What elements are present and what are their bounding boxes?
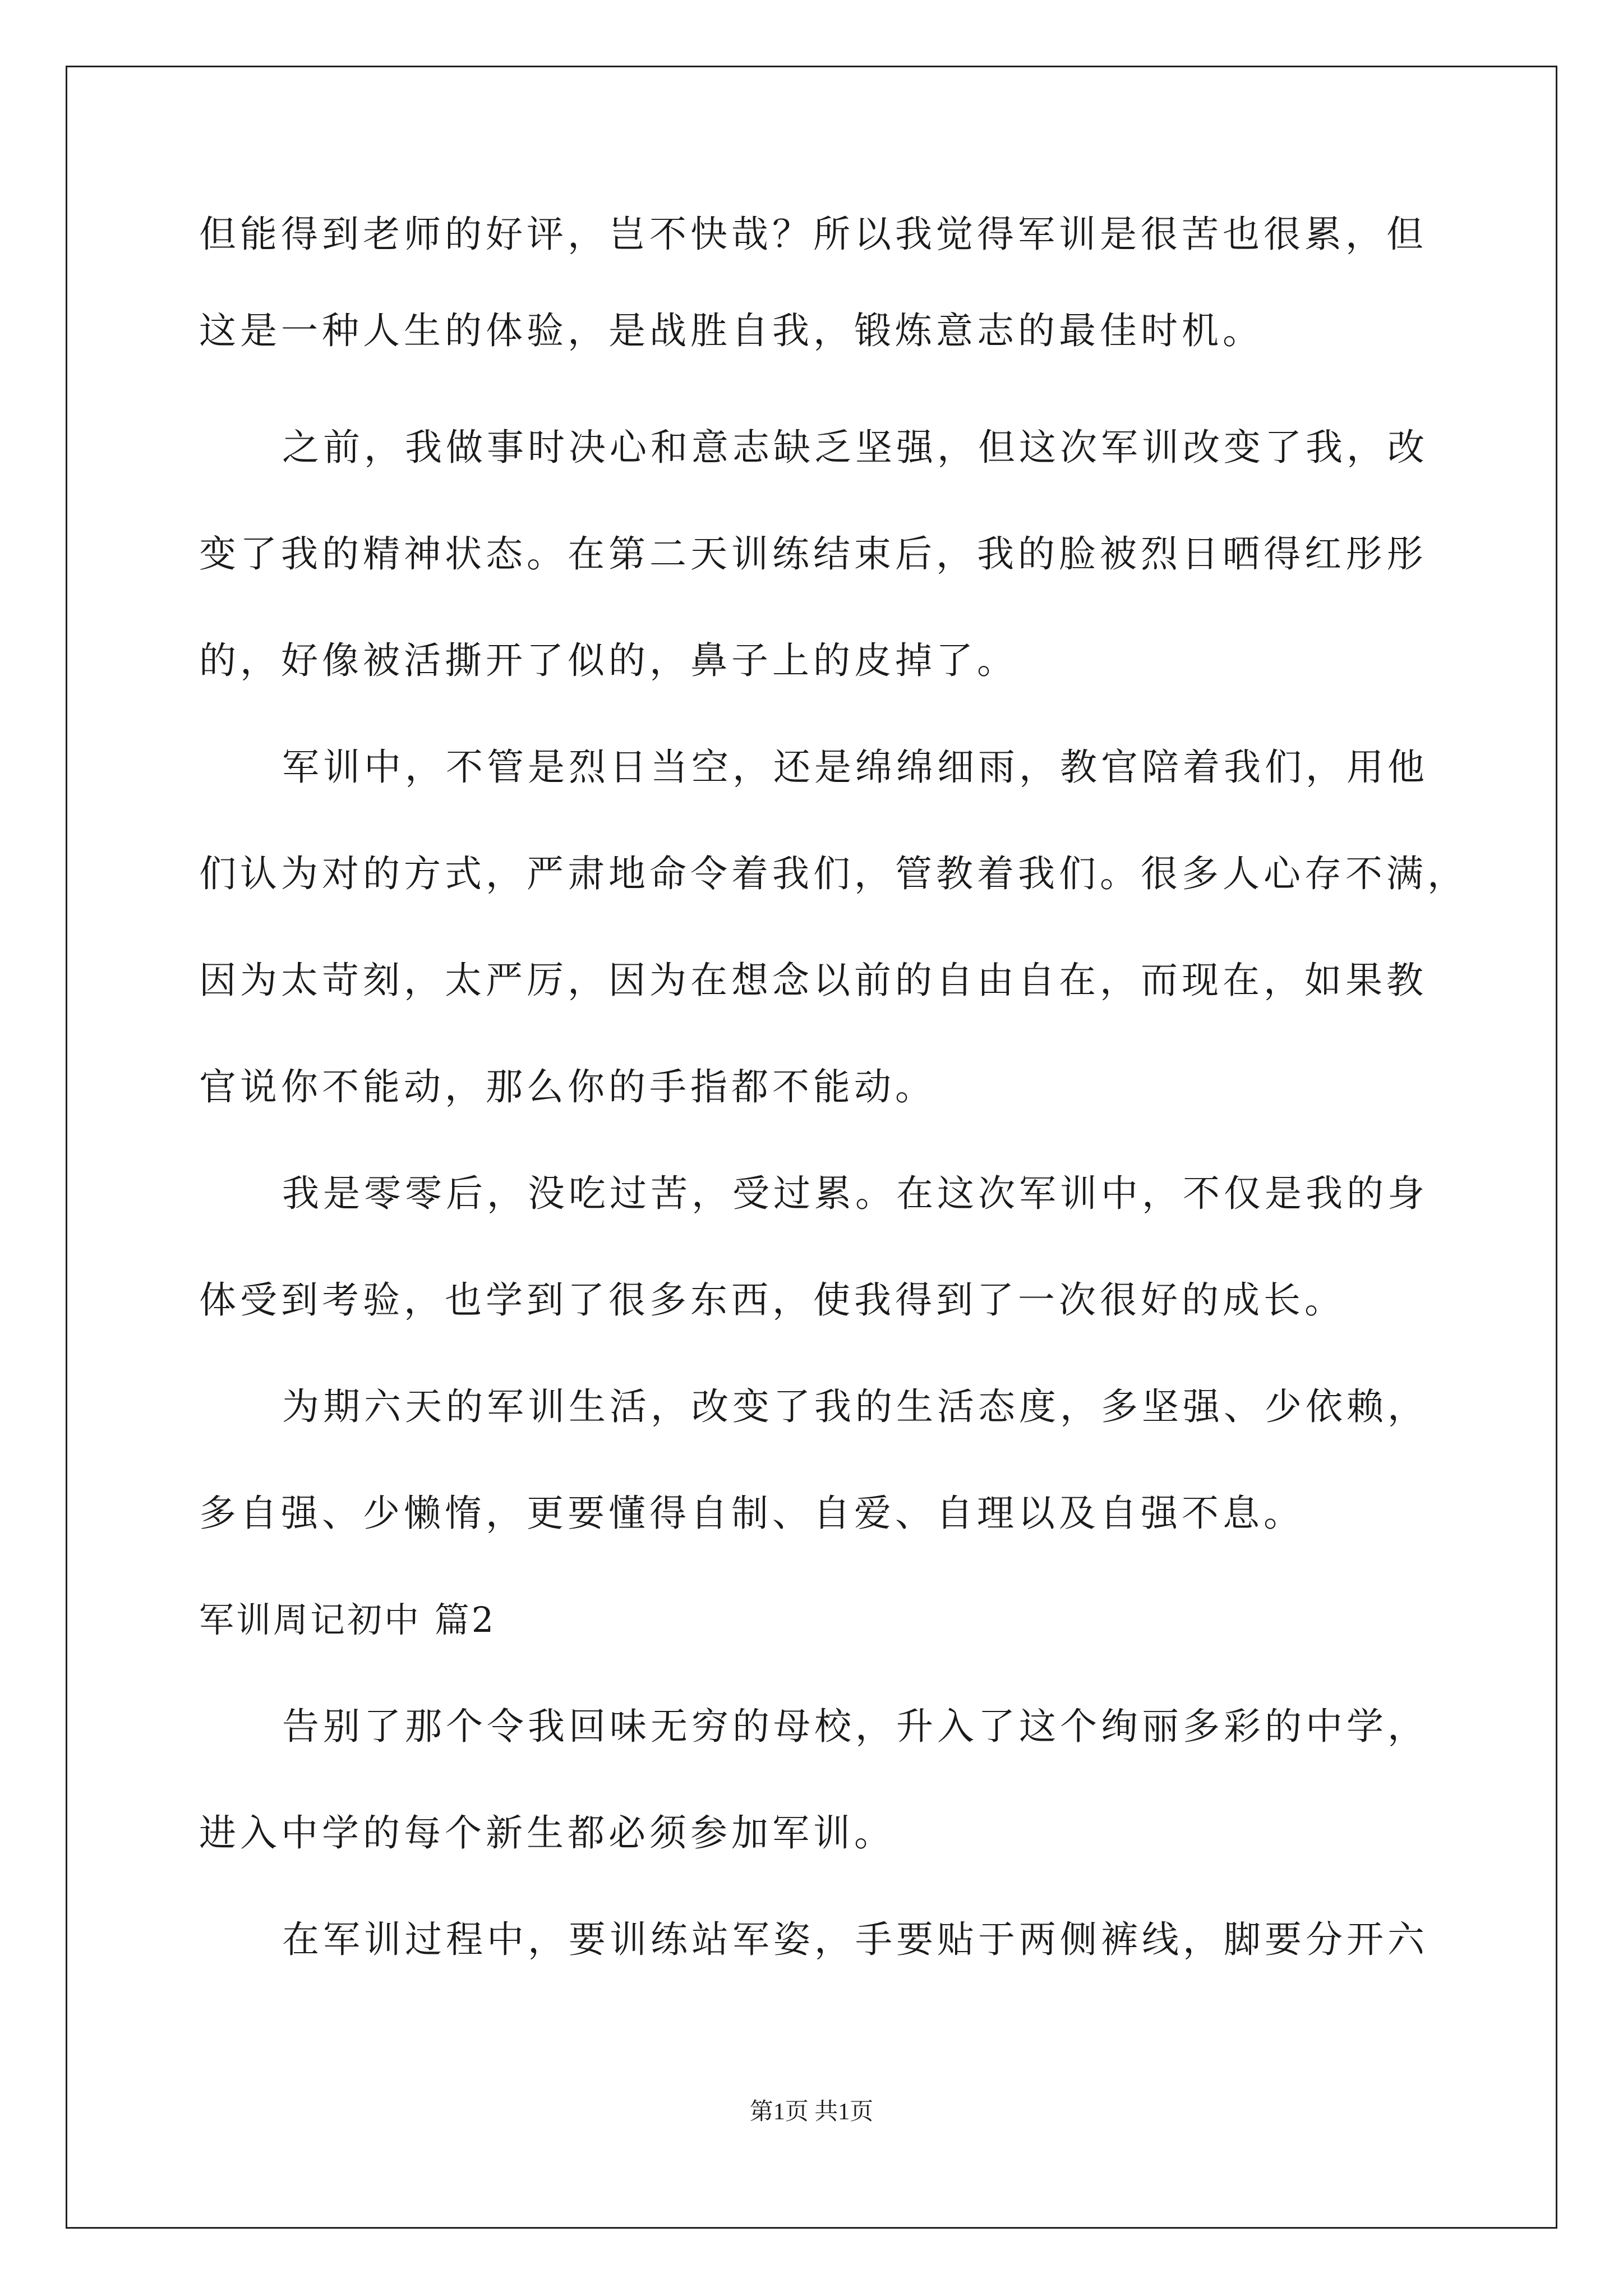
text-line: 但能得到老师的好评，岂不快哉？所以我觉得军训是很苦也很累，但 [199,213,1427,256]
text-line: 因为太苛刻，太严厉，因为在想念以前的自由自在，而现在，如果教 [199,959,1427,1002]
text-line: 这是一种人生的体验，是战胜自我，锻炼意志的最佳时机。 [199,309,1264,352]
text-line: 的，好像被活撕开了似的，鼻子上的皮掉了。 [199,639,1018,682]
text-line: 进入中学的每个新生都必须参加军训。 [199,1811,895,1855]
text-line: 们认为对的方式，严肃地命令着我们，管教着我们。很多人心存不满， [199,852,1468,895]
page-number-footer: 第1页 共1页 [749,2099,874,2125]
text-line: 多自强、少懒惰，更要懂得自制、自爱、自理以及自强不息。 [199,1492,1304,1535]
page-border [66,66,1557,2229]
paragraph-start-line: 告别了那个令我回味无穷的母校，升入了这个绚丽多彩的中学， [282,1705,1428,1748]
text-line: 官说你不能动，那么你的手指都不能动。 [199,1065,936,1108]
section-heading: 军训周记初中 篇2 [199,1599,496,1640]
paragraph-start-line: 在军训过程中，要训练站军姿，手要贴于两侧裤线，脚要分开六 [282,1918,1428,1961]
paragraph-start-line: 之前，我做事时决心和意志缺乏坚强，但这次军训改变了我，改 [282,426,1428,469]
text-line: 体受到考验，也学到了很多东西，使我得到了一次很好的成长。 [199,1278,1345,1322]
paragraph-start-line: 军训中，不管是烈日当空，还是绵绵细雨，教官陪着我们，用他 [282,746,1428,789]
text-line: 变了我的精神状态。在第二天训练结束后，我的脸被烈日晒得红彤彤 [199,532,1427,576]
paragraph-start-line: 为期六天的军训生活，改变了我的生活态度，多坚强、少依赖， [282,1385,1428,1428]
paragraph-start-line: 我是零零后，没吃过苦，受过累。在这次军训中，不仅是我的身 [282,1172,1428,1215]
